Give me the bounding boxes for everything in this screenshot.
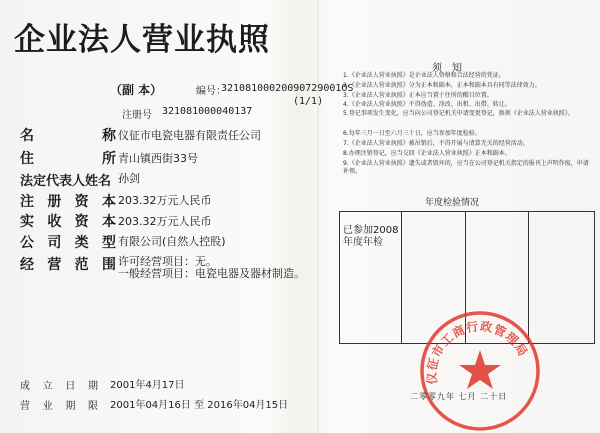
official-seal-icon [415, 306, 545, 433]
notice-item: 6.每年三月一日至六月三十日，应当参加年度检验。 [343, 130, 481, 137]
field-value-address: 青山镇西街33号 [118, 152, 198, 165]
notice-item: 9.《企业法人营业执照》遗失或者毁坏的，应当在公司登记机关指定的报刊上声明作废，申请补领。 [343, 160, 589, 175]
annual-inspection-text: 已参加2008年度年检 [343, 225, 399, 248]
document-title: 企业法人营业执照 [14, 22, 270, 58]
page-count: (1/1) [293, 96, 324, 107]
annual-inspection-cell [340, 212, 402, 344]
serial-label: 编号： [196, 86, 226, 97]
notice-title: 须知 [432, 63, 472, 74]
notice-item: 5.登记事项发生变化，应当向公司登记机关申请变更登记，换领《企业法人营业执照》。 [343, 110, 574, 117]
registration-label: 注册号 [122, 110, 152, 121]
serial-number: 32108100020090729001OS [221, 83, 354, 94]
field-value-company-type: 有限公司(自然人控股) [118, 235, 226, 248]
page-fold [317, 0, 319, 433]
field-value-paid-capital: 203.32万元人民币 [118, 215, 212, 228]
established-date-value: 2001年4月17日 [110, 380, 185, 391]
field-value-name: 仪征市电瓷电器有限责任公司 [118, 129, 261, 142]
field-label-name: 名 称 [20, 128, 116, 144]
notice-item: 8.办理注销登记，应当交回《企业法人营业执照》正本和副本。 [343, 150, 511, 157]
field-value-business-scope: 许可经营项目：无。 [118, 255, 217, 268]
issue-date: 二零零九年 七月 二十日 [410, 392, 508, 401]
notice-item: 4.《企业法人营业执照》不得伪造、涂改、出租、出借、转让。 [343, 101, 511, 108]
field-label-company-type: 公 司 类 型 [20, 235, 116, 251]
field-value-registered-capital: 203.32万元人民币 [118, 194, 212, 207]
field-value-business-scope-general: 一般经营项目：电瓷电器及器材制造。 [118, 267, 305, 280]
notice-item: 1.《企业法人营业执照》是企业法人资格和合法经营的凭证。 [343, 72, 505, 79]
field-label-address: 住 所 [20, 151, 116, 167]
field-label-paid-capital: 实 收 资 本 [20, 214, 116, 230]
field-label-business-scope: 经 营 范 围 [20, 257, 116, 273]
copy-label: （副 本） [110, 83, 163, 97]
notice-item: 2.《企业法人营业执照》分为正本和副本，正本和副本具有同等法律效力。 [343, 82, 541, 89]
annual-inspection-title: 年度检验情况 [425, 198, 480, 208]
field-label-registered-capital: 注 册 资 本 [20, 194, 116, 210]
registration-number: 321081000040137 [162, 106, 253, 117]
svg-text:仪征市工商行政管理局: 仪征市工商行政管理局 [424, 319, 531, 385]
notice-item: 3.《企业法人营业执照》正本应当置于住所的醒目位置。 [343, 92, 493, 99]
established-date-label: 成 立 日 期 [20, 381, 98, 392]
field-value-legal-rep: 孙剑 [118, 172, 140, 185]
field-label-legal-rep: 法定代表人姓名 [20, 174, 112, 189]
business-term-value: 2001年04月16日 至 2016年04月15日 [110, 400, 289, 411]
business-term-label: 营 业 期 限 [20, 401, 98, 412]
notice-item: 7.《企业法人营业执照》被吊销后，不得开展与清算无关的经营活动。 [343, 140, 529, 147]
